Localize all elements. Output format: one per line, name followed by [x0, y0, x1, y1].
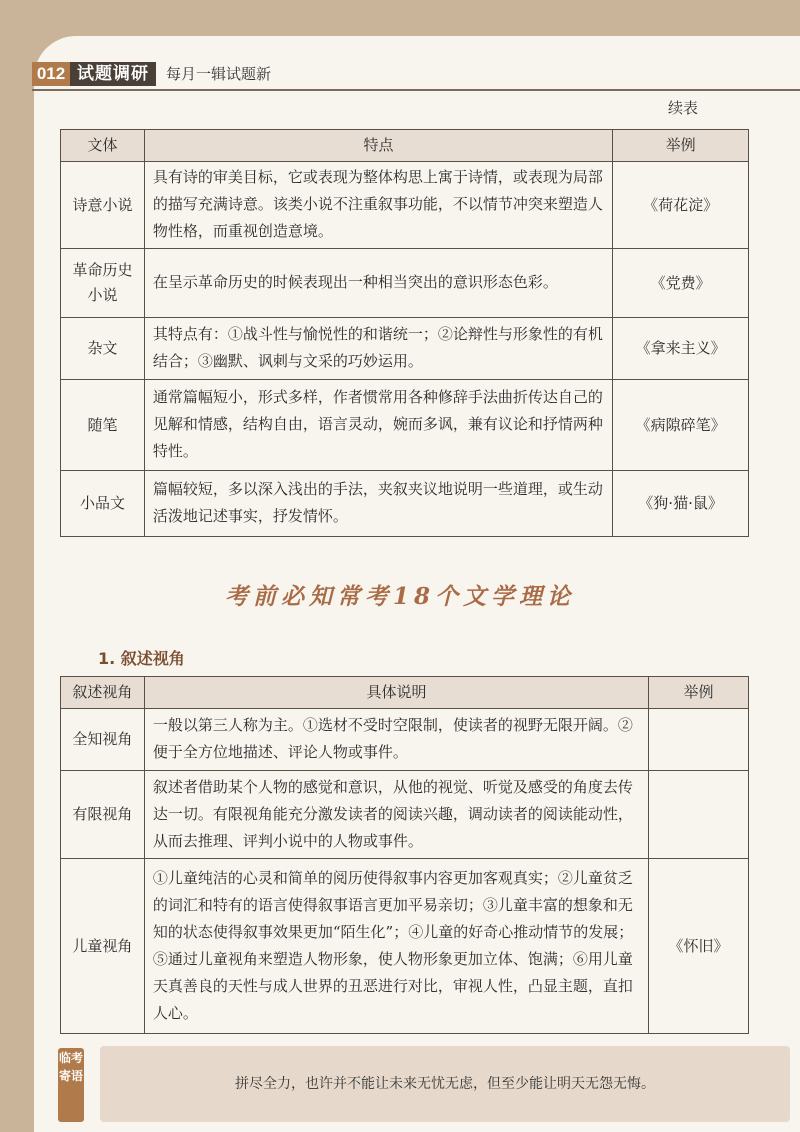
section-title: 考前必知常考18个文学理论 — [224, 583, 575, 610]
column-header: 文体 — [61, 130, 145, 162]
genre-cell: 诗意小说 — [61, 162, 145, 249]
description-cell: ①儿童纯洁的心灵和简单的阅历使得叙事内容更加客观真实；②儿童贫乏的词汇和特有的语言使得叙事语言更加平易亲切；③儿童丰富的想象和无知的状态使得叙事效果更加“陌生化”；④儿童的好奇心推动情节的发展；⑤通过儿童视角来塑造人物形象，使人物形象更加立体、饱满；⑥用儿童天真善良的天性与成人世界的丑恶进行对比，审视人性，凸显主题，直扣人心。 — [144, 859, 648, 1034]
table-row — [61, 771, 749, 859]
example-cell: 《病隙碎笔》 — [613, 380, 749, 471]
table-header-row — [61, 130, 749, 162]
features-cell: 在呈示革命历史的时候表现出一种相当突出的意识形态色彩。 — [144, 249, 612, 318]
example-cell: 《荷花淀》 — [613, 162, 749, 249]
table-row — [61, 859, 749, 1034]
description-cell: 叙述者借助某个人物的感觉和意识，从他的视觉、听觉及感受的角度去传达一切。有限视角能充分激发读者的阅读兴趣，调动读者的阅读能动性，从而去推理、评判小说中的人物或事件。 — [144, 771, 648, 859]
genre-cell: 杂文 — [61, 318, 145, 380]
perspective-cell: 儿童视角 — [61, 859, 145, 1034]
example-cell: 《拿来主义》 — [613, 318, 749, 380]
section-tag: 试题调研 — [70, 62, 156, 86]
column-header: 叙述视角 — [61, 677, 145, 709]
table-row — [61, 249, 749, 318]
example-cell — [649, 771, 749, 859]
genre-table — [60, 129, 749, 537]
narrative-perspective-table — [60, 676, 749, 1034]
features-cell: 通常篇幅短小，形式多样，作者惯常用各种修辞手法曲折传达自己的见解和情感，结构自由，语言灵动，婉而多讽，兼有议论和抒情两种特性。 — [144, 380, 612, 471]
table-row — [61, 318, 749, 380]
table-row — [61, 471, 749, 537]
continuation-label: 续表 — [668, 99, 699, 117]
header-divider — [32, 89, 800, 91]
features-cell: 其特点有：①战斗性与愉悦性的和谐统一；②论辩性与形象性的有机结合；③幽默、讽刺与文采的巧妙运用。 — [144, 318, 612, 380]
table-row — [61, 162, 749, 249]
example-cell: 《党费》 — [613, 249, 749, 318]
column-header: 具体说明 — [144, 677, 648, 709]
footer-quote: 拼尽全力，也许并不能让未来无忧无虑，但至少能让明天无怨无悔。 — [235, 1076, 655, 1092]
header-subtitle: 每月一辑试题新 — [166, 65, 272, 83]
example-cell: 《怀旧》 — [649, 859, 749, 1034]
table-header-row — [61, 677, 749, 709]
genre-cell: 小品文 — [61, 471, 145, 537]
table-row — [61, 380, 749, 471]
example-cell: 《狗·猫·鼠》 — [613, 471, 749, 537]
page-number: 012 — [32, 62, 70, 86]
features-cell: 篇幅较短，多以深入浅出的手法，夹叙夹议地说明一些道理，或生动活泼地记述事实，抒发情怀。 — [144, 471, 612, 537]
column-header: 举例 — [613, 130, 749, 162]
footer-tag: 临考寄语 — [58, 1048, 84, 1122]
description-cell: 一般以第三人称为主。①选材不受时空限制，使读者的视野无限开阔。②便于全方位地描述、评论人物或事件。 — [144, 709, 648, 771]
genre-cell: 随笔 — [61, 380, 145, 471]
genre-cell: 革命历史小说 — [61, 249, 145, 318]
perspective-cell: 全知视角 — [61, 709, 145, 771]
features-cell: 具有诗的审美目标，它或表现为整体构思上寓于诗情，或表现为局部的描写充满诗意。该类小说不注重叙事功能，不以情节冲突来塑造人物性格，而重视创造意境。 — [144, 162, 612, 249]
column-header: 特点 — [144, 130, 612, 162]
example-cell — [649, 709, 749, 771]
table-row — [61, 709, 749, 771]
perspective-cell: 有限视角 — [61, 771, 145, 859]
column-header: 举例 — [649, 677, 749, 709]
subsection-title: 1. 叙述视角 — [98, 649, 185, 668]
